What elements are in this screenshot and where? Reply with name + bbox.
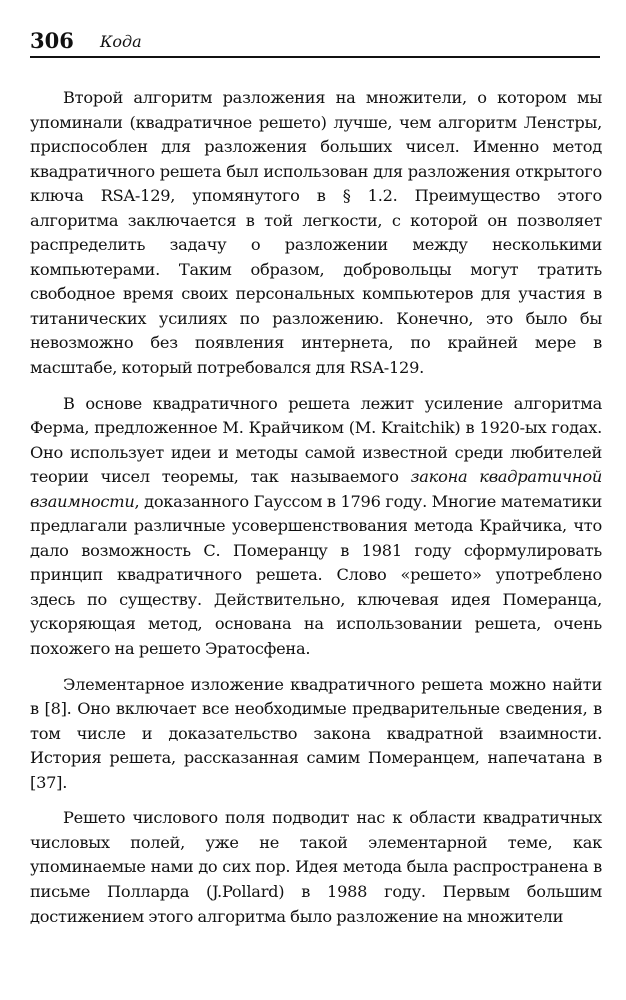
chapter-title: Кода	[100, 32, 142, 51]
paragraph-kraitchik	[30, 392, 602, 662]
paragraph-references: Элементарное изложение квадратичного решета можно найти в [8]. Оно включает все необходимые предварительные сведения, в том числе и доказательство закона квадратной взаимности. История решета, рассказанная самим Померанцем, напечатана в [37].	[30, 674, 602, 792]
quadratic-reciprocity-emphasis: закона квадратичной взаимности	[30, 467, 602, 511]
paragraph-number-field-sieve: Решето числового поля подводит нас к области квадратичных числовых полей, уже не такой элементарной теме, как упоминаемые нами до сих пор. Идея метода была распространена в письме Полларда (J.Pollard) в 1988 году. Первым большим достижением этого алгоритма было разложение на множители	[30, 808, 602, 926]
paragraph-quadratic-sieve: Второй алгоритм разложения на множители, о котором мы упоминали (квадратичное решето) лучше, чем алгоритм Ленстры, приспособлен для разложения больших чисел. Именно метод квадратичного решета был использован для разложения открытого ключа RSA-129, упомянутого в § 1.2. Преимущество этого алгоритма заключается в той легкости, с которой он позволяет распределить задачу о разложении между несколькими компьютерами. Таким образом, добровольцы могут тратить свободное время своих персональных компьютеров для участия в титанических усилиях по разложению. Конечно, это было бы невозможно без появления интернета, по крайней мере в масштабе, который потребовался для RSA-129.	[30, 88, 602, 378]
paragraph-kraitchik-before: В основе квадратичного решета лежит усиление алгоритма Ферма, предложенное М. Крайчиком (M. Kraitchik) в 1920-ых годах. Оно использует идеи и методы самой известной среди любителей теории чисел теоремы, так называемого	[30, 393, 602, 487]
running-header	[30, 28, 600, 58]
page-number: 306	[30, 28, 74, 53]
paragraph-kraitchik-after: , доказанного Гауссом в 1796 году. Многие математики предлагали различные усовершенствования метода Крайчика, что дало возможность С. Померанцу в 1981 году сформулировать принцип квадратичного решета. Слово «решето» употреблено здесь по существу. Действительно, ключевая идея Померанца, ускоряющая метод, основана на использовании решета, очень похожего на решето Эратосфена.	[30, 491, 602, 659]
body-text	[30, 86, 602, 929]
